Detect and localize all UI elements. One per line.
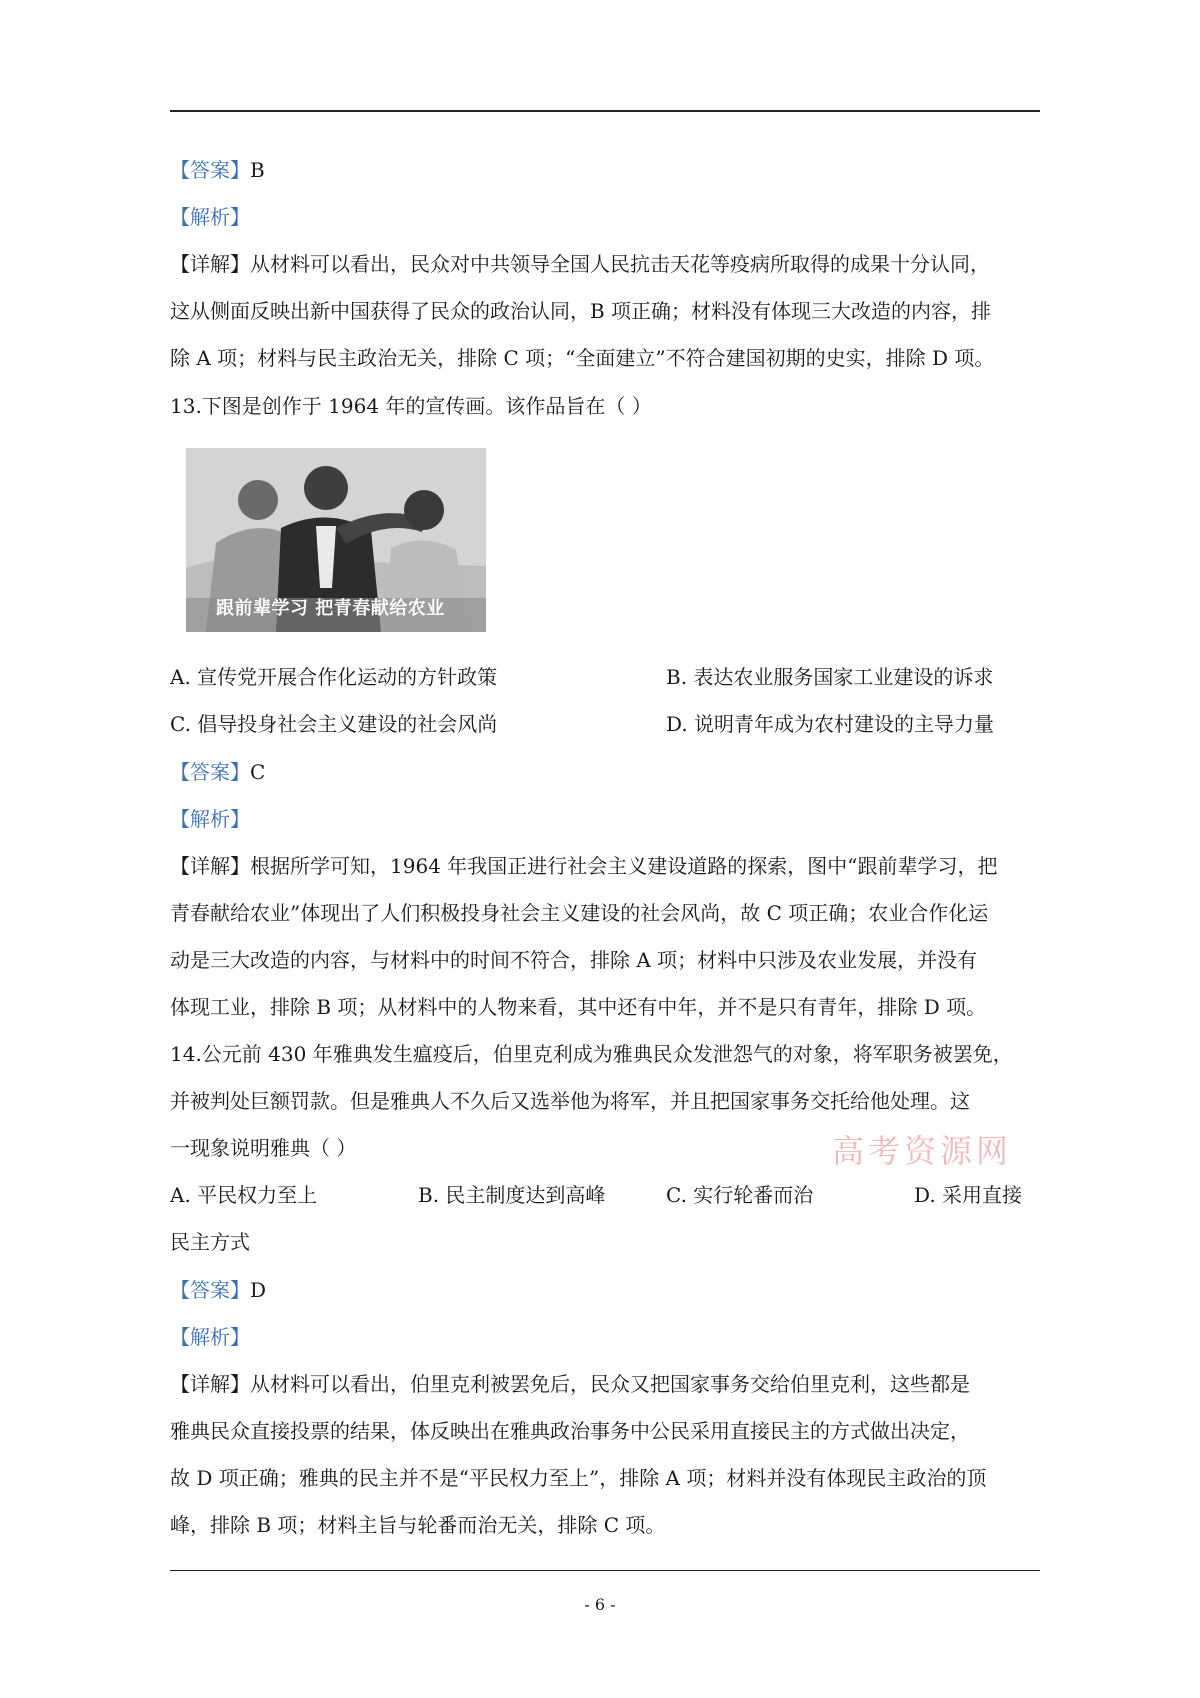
detail-line: 峰，排除 B 项；材料主旨与轮番而治无关，排除 C 项。 (170, 1513, 666, 1537)
analysis-tag: 【解析】 (170, 1325, 250, 1349)
detail-line: 体现工业，排除 B 项；从材料中的人物来看，其中还有中年，并不是只有青年，排除 D 项。 (170, 995, 987, 1019)
detail-line (170, 852, 997, 880)
option-a: A. 宣传党开展合作化运动的方针政策 (170, 665, 498, 689)
detail-line (170, 1370, 970, 1398)
answer-tag: 【答案】 (170, 158, 250, 182)
poster-caption: 跟前辈学习 把青春献给农业 (216, 598, 445, 619)
question-13: 13.下图是创作于 1964 年的宣传画。该作品旨在（ ） (170, 394, 652, 418)
propaganda-poster-image (186, 448, 486, 632)
detail-tag: 【详解】 (170, 252, 250, 276)
answer-tag: 【答案】 (170, 1278, 250, 1302)
option-b: B. 民主制度达到高峰 (418, 1183, 606, 1207)
option-d: D. 采用直接 (914, 1183, 1023, 1207)
footer-rule (170, 1570, 1040, 1571)
option-b: B. 表达农业服务国家工业建设的诉求 (666, 665, 994, 689)
option-d-continued: 民主方式 (170, 1230, 250, 1254)
question-14: 14.公元前 430 年雅典发生瘟疫后，伯里克利成为雅典民众发泄怨气的对象，将军职务被罢免， (170, 1042, 1013, 1066)
answer-value: C (250, 760, 266, 784)
question-14-line: 并被判处巨额罚款。但是雅典人不久后又选举他为将军，并且把国家事务交托给他处理。这 (170, 1089, 970, 1113)
page-number: - 6 - (584, 1595, 616, 1614)
detail-text: 从材料可以看出，伯里克利被罢免后，民众又把国家事务交给伯里克利，这些都是 (250, 1372, 970, 1396)
detail-line: 雅典民众直接投票的结果，体反映出在雅典政治事务中公民采用直接民主的方式做出决定， (170, 1419, 970, 1443)
analysis-tag: 【解析】 (170, 807, 250, 831)
answer-tag: 【答案】 (170, 760, 250, 784)
answer-line (170, 156, 265, 184)
watermark: 高考资源网 (832, 1132, 1013, 1170)
option-a: A. 平民权力至上 (170, 1183, 318, 1207)
option-c: C. 倡导投身社会主义建设的社会风尚 (170, 712, 498, 736)
question-14-line: 一现象说明雅典（ ） (170, 1136, 357, 1160)
option-d: D. 说明青年成为农村建设的主导力量 (666, 712, 995, 736)
detail-tag: 【详解】 (170, 1372, 250, 1396)
analysis-tag: 【解析】 (170, 205, 250, 229)
detail-line: 这从侧面反映出新中国获得了民众的政治认同，B 项正确；材料没有体现三大改造的内容，排 (170, 299, 992, 323)
detail-line: 青春献给农业”体现出了人们积极投身社会主义建设的社会风尚，故 C 项正确；农业合作化运 (170, 901, 989, 925)
detail-line: 动是三大改造的内容，与材料中的时间不符合，排除 A 项；材料中只涉及农业发展，并没有 (170, 948, 978, 972)
detail-line: 故 D 项正确；雅典的民主并不是“平民权力至上”，排除 A 项；材料并没有体现民主政治的顶 (170, 1466, 987, 1490)
detail-line: 除 A 项；材料与民主政治无关，排除 C 项；“全面建立”不符合建国初期的史实，排除 D 项。 (170, 346, 995, 370)
detail-text: 根据所学可知，1964 年我国正进行社会主义建设道路的探索，图中“跟前辈学习，把 (250, 854, 998, 878)
answer-value: B (250, 158, 265, 182)
answer-line (170, 758, 265, 786)
header-rule (170, 110, 1040, 112)
detail-line (170, 250, 990, 278)
answer-value: D (250, 1278, 267, 1302)
answer-line (170, 1276, 266, 1304)
option-c: C. 实行轮番而治 (666, 1183, 814, 1207)
detail-text: 从材料可以看出，民众对中共领导全国人民抗击天花等疫病所取得的成果十分认同， (250, 252, 990, 276)
detail-tag: 【详解】 (170, 854, 250, 878)
